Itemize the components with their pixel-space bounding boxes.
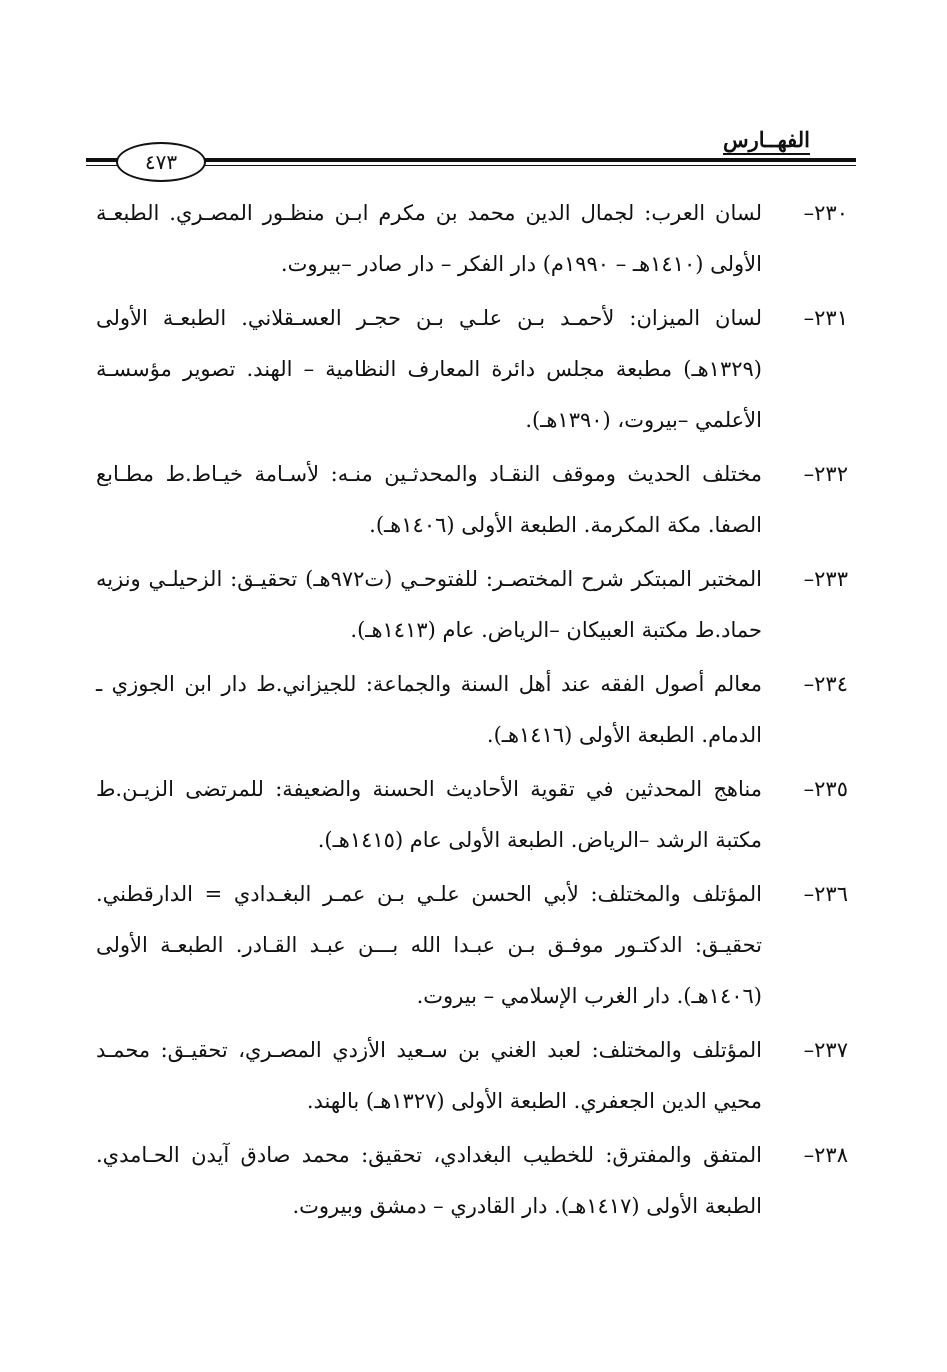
entry-text: المختبر المبتكر شرح المختصـر: للفتوحـي (ت٩٧٢هـ) تحقيـق: الزحيلـي ونزيه حماد.ط مكتبة العبيكان –الرياض. عام (١٤١٣هـ). — [96, 567, 762, 642]
bibliography-entry — [96, 869, 848, 1022]
entry-text: معالم أصول الفقه عند أهل السنة والجماعة: للجيزاني.ط دار ابن الجوزي ـ الدمام. الطبعة الأولى (١٤١٦هـ). — [96, 672, 762, 747]
entry-number: ٢٣٤– — [803, 672, 848, 696]
bibliography-entry — [96, 188, 848, 290]
bibliography-entry — [96, 764, 848, 866]
section-title: الفهــارس — [723, 128, 810, 155]
bibliography-list — [96, 188, 848, 1235]
entry-number: ٢٣٧– — [803, 1038, 848, 1062]
bibliography-entry — [96, 554, 848, 656]
entry-text: مختلف الحديث وموقف النقـاد والمحدثـين منـه: لأسـامة خيـاط.ط مطـابع الصفا. مكة المكرمة. الطبعة الأولى (١٤٠٦هـ). — [96, 462, 762, 537]
entry-number: ٢٣٢– — [803, 462, 848, 486]
bibliography-entry — [96, 659, 848, 761]
entry-text: المؤتلف والمختلف: لأبي الحسن علـي بـن عمـر البغـدادي = الدارقطني. تحقيـق: الدكتـور موفـق بـن عبـدا الله بـــن عبـد القـادر. الطبعـة الأولى (١٤٠٦هـ). دار الغرب الإسلامي – بيروت. — [96, 882, 762, 1008]
bibliography-entry — [96, 1025, 848, 1127]
entry-number: ٢٣٠– — [803, 201, 848, 225]
entry-number: ٢٣٨– — [803, 1143, 848, 1167]
entry-text: المؤتلف والمختلف: لعبد الغني بن سـعيد الأزدي المصـري، تحقيـق: محمـد محيي الدين الجعفري. الطبعة الأولى (١٣٢٧هـ) بالهند. — [96, 1038, 762, 1113]
page-number-badge: ٤٧٣ — [116, 142, 206, 182]
entry-text: لسان العرب: لجمال الدين محمد بن مكرم ابـن منظـور المصـري. الطبعـة الأولى (١٤١٠هـ – ١٩٩٠م) دار الفكر – دار صادر –بيروت. — [96, 201, 762, 276]
entry-number: ٢٣٦– — [803, 882, 848, 906]
entry-number: ٢٣٣– — [803, 567, 848, 591]
bibliography-entry — [96, 1130, 848, 1232]
entry-text: مناهج المحدثين في تقوية الأحاديث الحسنة والضعيفة: للمرتضى الزيـن.ط مكتبة الرشد –الرياض. الطبعة الأولى عام (١٤١٥هـ). — [96, 777, 762, 852]
bibliography-entry — [96, 293, 848, 446]
entry-number: ٢٣٥– — [803, 777, 848, 801]
bibliography-entry — [96, 449, 848, 551]
entry-number: ٢٣١– — [803, 306, 848, 330]
page-header — [86, 128, 856, 174]
entry-text: لسان الميزان: لأحمـد بـن علـي بـن حجـر العسـقلاني. الطبعـة الأولى (١٣٢٩هـ) مطبعة مجلس دائرة المعارف النظامية – الهند. تصوير مؤسسـة الأعلمي –بيروت، (١٣٩٠هـ). — [96, 306, 762, 432]
entry-text: المتفق والمفترق: للخطيب البغدادي، تحقيق: محمد صادق آيدن الحـامدي. الطبعة الأولى (١٤١٧هـ). دار القادري – دمشق وبيروت. — [96, 1143, 762, 1218]
